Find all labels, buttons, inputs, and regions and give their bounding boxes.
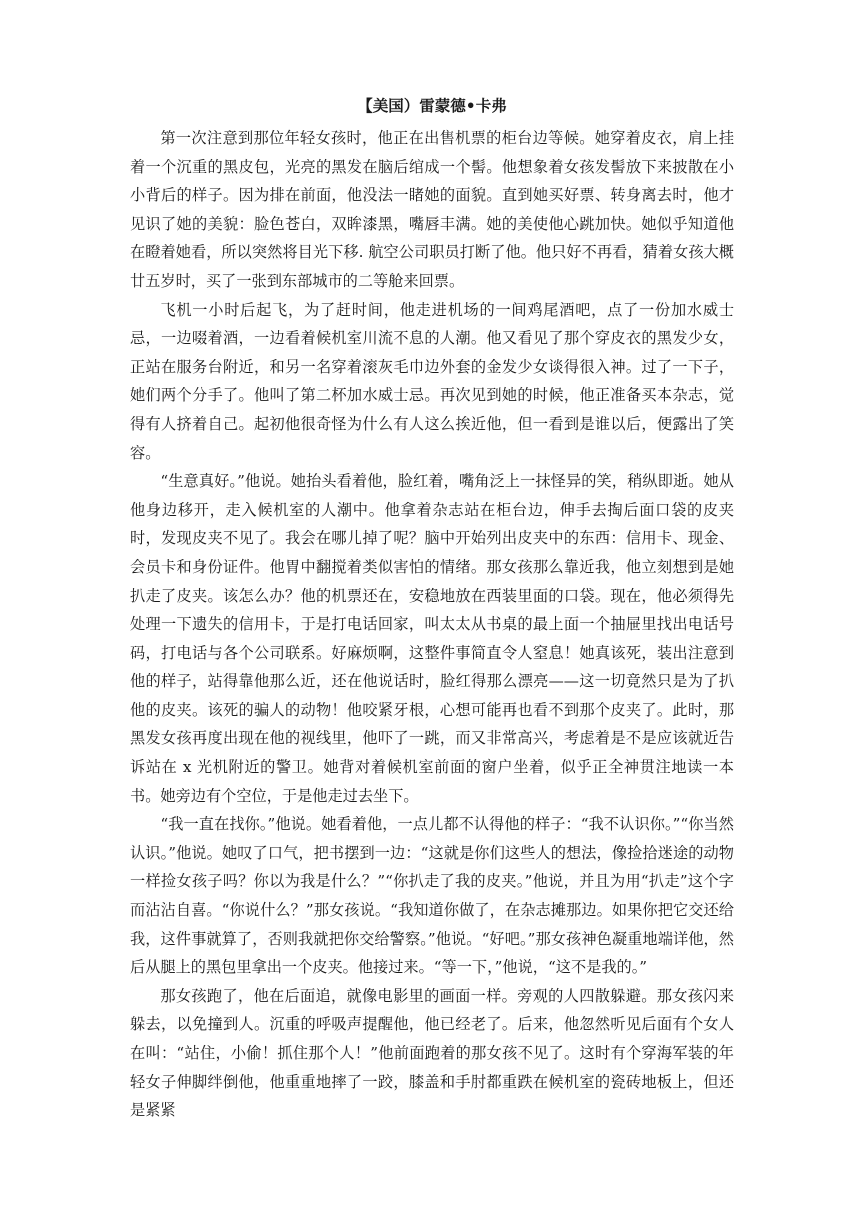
document-page [130,92,734,1125]
paragraph-5: 那女孩跑了，他在后面追，就像电影里的画面一样。旁观的人四散躲避。那女孩闪来躲去，以免撞到人。沉重的呼吸声提醒他，他已经老了。后来，他忽然听见后面有个女人在叫：“站住，小偷！抓住那个人！”他前面跑着的那女孩不见了。这时有个穿海军装的年轻女子伸脚绊倒他，他重重地摔了一跤，膝盖和手肘都重跌在候机室的瓷砖地板上，但还是紧紧 [130,986,734,1120]
paragraph-4: “我一直在找你。”他说。她看着他，一点儿都不认得他的样子：“我不认识你。”“你当然认识。”他说。她叹了口气，把书摆到一边：“这就是你们这些人的想法，像捡拾迷途的动物一样捡女孩子吗？你以为我是什么？”“你扒走了我的皮夹。”他说，并且为用“扒走”这个字而沾沾自喜。“你说什么？”那女孩说。“我知道你做了，在杂志摊那边。如果你把它交还给我，这件事就算了，否则我就把你交给警察。”他说。“好吧。”那女孩神色凝重地端详他，然后从腿上的黑包里拿出一个皮夹。他接过来。“等一下，”他说，“这不是我的。” [130,815,734,977]
paragraph-2: 飞机一小时后起飞，为了赶时间，他走进机场的一间鸡尾酒吧，点了一份加水威士忌，一边啜着酒，一边看着候机室川流不息的人潮。他又看见了那个穿皮衣的黑发少女，正站在服务台附近，和另一名穿着滚灰毛巾边外套的金发少女谈得很入神。过了一下子，她们两个分手了。他叫了第二杯加水威士忌。再次见到她的时候，他正准备买本杂志，觉得有人挤着自己。起初他很奇怪为什么有人这么挨近他，但一看到是谁以后，便露出了笑容。 [130,300,734,462]
paragraph-3: “生意真好。”他说。她抬头看着他，脸红着，嘴角泛上一抹怪异的笑，稍纵即逝。她从他身边移开，走入候机室的人潮中。他拿着杂志站在柜台边，伸手去掏后面口袋的皮夹时，发现皮夹不见了。我会在哪儿掉了呢？脑中开始列出皮夹中的东西：信用卡、现金、会员卡和身份证件。他胃中翻搅着类似害怕的情绪。那女孩那么靠近我，他立刻想到是她扒走了皮夹。该怎么办？他的机票还在，安稳地放在西装里面的口袋。现在，他必须得先处理一下遗失的信用卡，于是打电话回家，叫太太从书桌的最上面一个抽屉里找出电话号码，打电话与各个公司联系。好麻烦啊，这整件事简直令人窒息！她真该死，装出注意到他的样子，站得靠他那么近，还在他说话时，脸红得那么漂亮——这一切竟然只是为了扒他的皮夹。该死的骗人的动物！他咬紧牙根，心想可能再也看不到那个皮夹了。此时，那黑发女孩再度出现在他的视线里，他吓了一跳，而又非常高兴，考虑着是不是应该就近告诉站在 x 光机附近的警卫。她背对着候机室前面的窗户坐着，似乎正全神贯注地读一本书。她旁边有个空位，于是他走过去坐下。 [130,472,734,805]
author-title: 【美国）雷蒙德•卡弗 [357,96,507,115]
paragraph-1: 第一次注意到那位年轻女孩时，他正在出售机票的柜台边等候。她穿着皮衣，肩上挂着一个沉重的黑皮包，光亮的黑发在脑后绾成一个髻。他想象着女孩发髻放下来披散在小小背后的样子。因为排在前面，他没法一睹她的面貌。直到她买好票、转身离去时，他才见识了她的美貌：脸色苍白，双眸漆黑，嘴唇丰满。她的美使他心跳加快。她似乎知道他在瞪着她看，所以突然将目光下移. 航空公司职员打断了他。他只好不再看，猜着女孩大概廿五岁时，买了一张到东部城市的二等舱来回票。 [130,129,734,290]
